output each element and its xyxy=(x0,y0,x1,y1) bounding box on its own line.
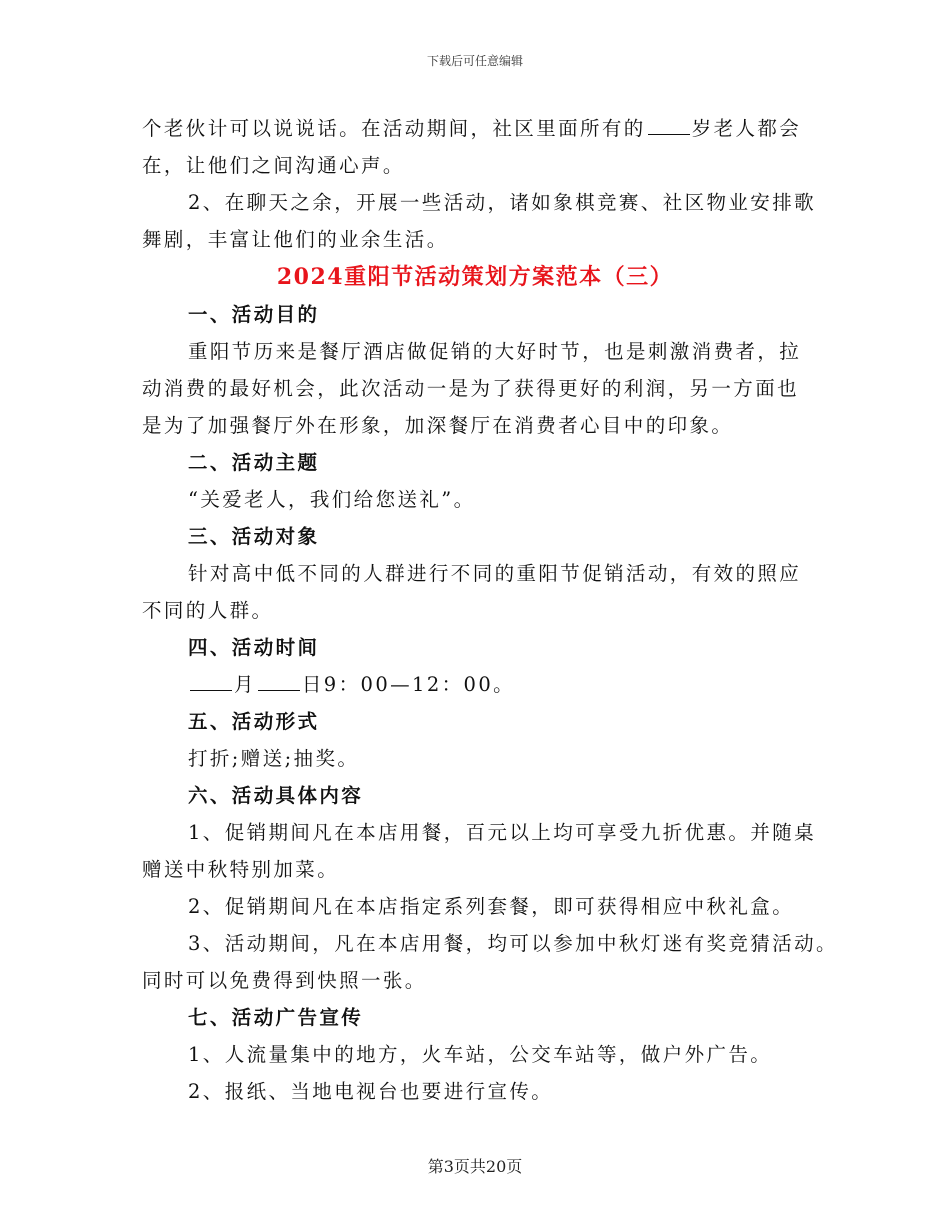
section-title: 2024重阳节活动策划方案范本（三） xyxy=(276,264,674,290)
page-footer: 第3页共20页 xyxy=(427,1157,523,1176)
section-heading: 二、活动主题 xyxy=(188,451,320,474)
paragraph-line xyxy=(142,110,822,147)
section-heading: 一、活动目的 xyxy=(188,303,320,326)
section-heading: 四、活动时间 xyxy=(188,636,320,659)
paragraph-line: 2、报纸、当地电视台也要进行宣传。 xyxy=(188,1080,554,1103)
paragraph-line: 3、活动期间，凡在本店用餐，均可以参加中秋灯迷有奖竞猜活动。 xyxy=(188,932,838,955)
paragraph-line: 重阳节历来是餐厅酒店做促销的大好时节，也是刺激消费者，拉 xyxy=(188,340,802,363)
section-heading: 三、活动对象 xyxy=(188,525,320,548)
section-heading: 七、活动广告宣传 xyxy=(188,1006,364,1029)
paragraph-line: 针对高中低不同的人群进行不同的重阳节促销活动，有效的照应 xyxy=(188,562,802,585)
paragraph-line: 2、促销期间凡在本店指定系列套餐，即可获得相应中秋礼盒。 xyxy=(188,895,795,918)
text-run: 日9：00—12：00。 xyxy=(301,673,516,696)
section-heading: 六、活动具体内容 xyxy=(188,784,364,807)
fill-blank xyxy=(258,670,300,691)
fill-blank xyxy=(190,670,232,691)
fill-blank xyxy=(648,114,690,135)
text-run: 个老伙计可以说说话。在活动期间，社区里面所有的 xyxy=(142,117,646,140)
paragraph-line: 动消费的最好机会，此次活动一是为了获得更好的利润，另一方面也 xyxy=(142,377,800,400)
paragraph-line: 打折;赠送;抽奖。 xyxy=(188,747,360,770)
paragraph-line: 不同的人群。 xyxy=(142,599,274,622)
paragraph-line: 同时可以免费得到快照一张。 xyxy=(142,969,427,992)
page-header: 下载后可任意编辑 xyxy=(426,54,523,68)
paragraph-line: 1、促销期间凡在本店用餐，百元以上均可享受九折优惠。并随桌 xyxy=(188,821,817,844)
section-heading: 五、活动形式 xyxy=(188,710,320,733)
paragraph-line: 2、在聊天之余，开展一些活动，诸如象棋竞赛、社区物业安排歌 xyxy=(188,191,817,214)
paragraph-line xyxy=(142,666,822,703)
paragraph-line: 舞剧，丰富让他们的业余生活。 xyxy=(142,228,449,251)
paragraph-line: 赠送中秋特别加菜。 xyxy=(142,858,340,881)
document-body xyxy=(142,110,838,1110)
paragraph-line: 1、人流量集中的地方，火车站，公交车站等，做户外广告。 xyxy=(188,1043,773,1066)
paragraph-line: 是为了加强餐厅外在形象，加深餐厅在消费者心目中的印象。 xyxy=(142,414,734,437)
text-run: 月 xyxy=(234,673,256,696)
paragraph-line: 在，让他们之间沟通心声。 xyxy=(142,154,405,177)
paragraph-line: “关爱老人，我们给您送礼”。 xyxy=(188,488,476,511)
text-run: 岁老人都会 xyxy=(691,117,802,140)
